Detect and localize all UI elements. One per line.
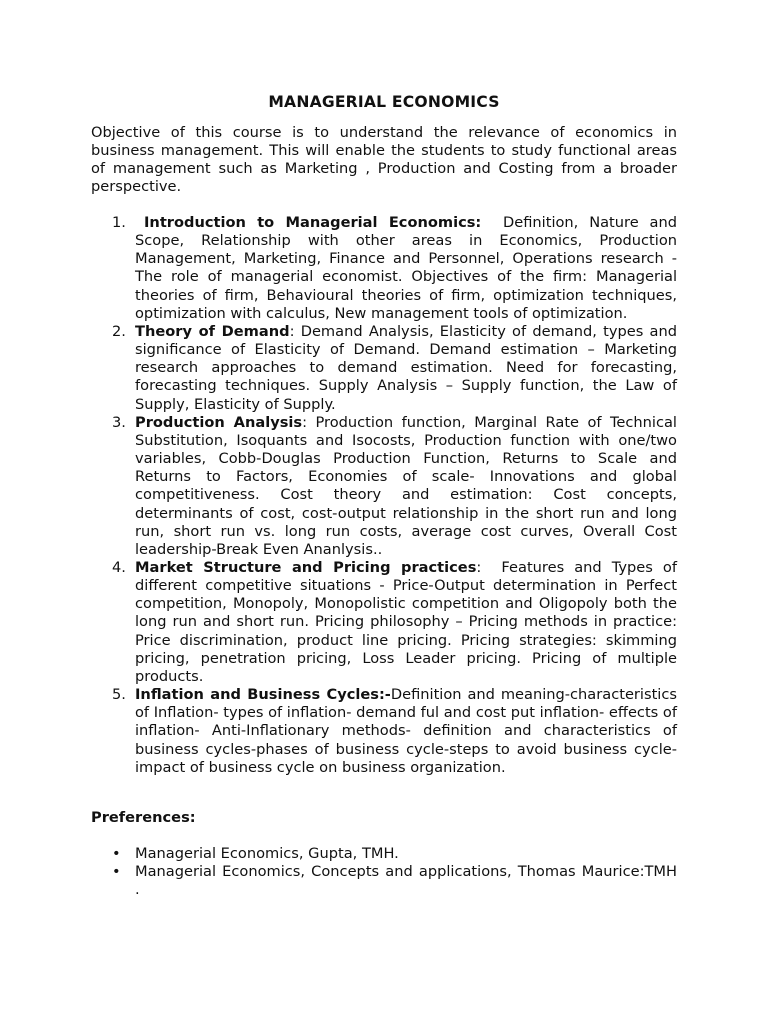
- topic-body: Production function, Marginal Rate of Technical Substitution, Isoquants and Isocosts, Production function with one/two variables, Cobb-Douglas Production Function, Returns to Scale and Returns to Factors, Economies of scale- Innovations and global competitiveness. Cost theory and estimation: Cost concepts, determinants of cost, cost-output relationship in the short run and long run, short run vs. long run costs, average cost curves, Overall Cost leadership-Break Even Ananlysis..: [135, 413, 677, 558]
- topic-heading: Inflation and Business Cycles:-: [135, 686, 391, 704]
- topic-body: Demand Analysis, Elasticity of demand, types and significance of Elasticity of Demand. Demand estimation – Marketing research approaches to demand estimation. Need for forecasting, forecasting techniques. Supply Analysis – Supply function, the Law of Supply, Elasticity of Supply.: [135, 322, 677, 413]
- objective-paragraph: Objective of this course is to understand the relevance of economics in business management. This will enable the students to study functional areas of management such as Marketing , Production and Costing from a broader perspective.: [91, 124, 677, 196]
- reference-text: Managerial Economics, Gupta, TMH.: [135, 845, 399, 862]
- topic-separator: :: [289, 322, 295, 340]
- topic-body: Features and Types of different competitive situations - Price-Output determination in Perfect competition, Monopoly, Monopolistic competition and Oligopoly both the long run and short run. Pricing philosophy – Pricing methods in practice: Price discrimination, product line pricing. Pricing strategies: skimming pricing, penetration pricing, Loss Leader pricing. Pricing of multiple products.: [135, 558, 677, 685]
- topic-heading: Market Structure and Pricing practices: [135, 558, 477, 576]
- topic-number: 4.: [112, 558, 126, 576]
- topic-heading: Introduction to Managerial Economics:: [144, 214, 482, 231]
- references-list: [91, 845, 677, 899]
- topic-number: 2.: [112, 322, 126, 340]
- topic-separator: :: [302, 413, 308, 431]
- reference-text: Managerial Economics, Concepts and applications, Thomas Maurice:TMH .: [135, 863, 677, 899]
- topic-item: [91, 559, 677, 686]
- bullet-icon: •: [112, 863, 121, 881]
- topic-body: Definition, Nature and Scope, Relationship with other areas in Economics, Production Management, Marketing, Finance and Personnel, Operations research - The role of managerial economist. Objectives of the firm: Managerial theories of firm, Behavioural theories of firm, optimization techniques, optimization with calculus, New management tools of optimization.: [135, 214, 677, 322]
- topic-number: 5.: [112, 686, 126, 704]
- topic-body: Definition and meaning-characteristics of Inflation- types of inflation- demand ful and cost put inflation- effects of inflation- Anti-Inflationary methods- definition and characteristics of business cycles-phases of business cycle-steps to avoid business cycle-impact of business cycle on business organization.: [135, 686, 677, 776]
- topic-number: 3.: [112, 413, 126, 431]
- topic-number: 1.: [112, 214, 126, 231]
- topic-item: [91, 323, 677, 414]
- topic-item: [91, 414, 677, 559]
- topic-item: [91, 214, 677, 323]
- topic-item: [91, 686, 677, 777]
- topic-separator: :: [476, 558, 482, 576]
- topic-heading: Production Analysis: [135, 413, 303, 431]
- reference-item: [91, 863, 677, 899]
- document-title: MANAGERIAL ECONOMICS: [268, 93, 500, 111]
- topic-heading: Theory of Demand: [135, 322, 290, 340]
- bullet-icon: •: [112, 845, 121, 862]
- reference-item: [91, 845, 677, 863]
- topics-list: [91, 214, 677, 777]
- preferences-heading: Preferences:: [91, 809, 196, 826]
